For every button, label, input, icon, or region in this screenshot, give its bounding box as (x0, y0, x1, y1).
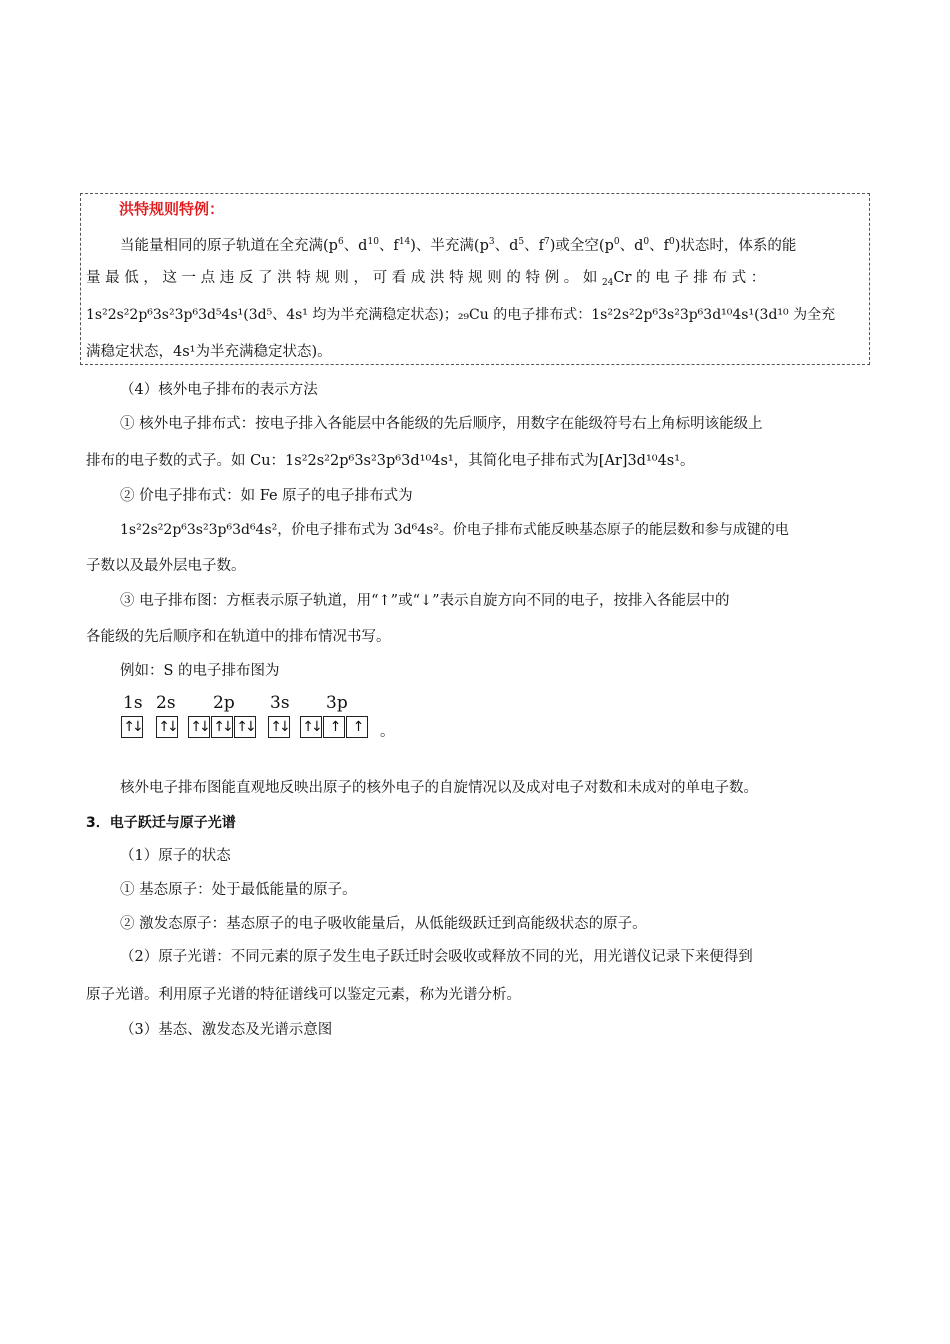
box-title: 洪特规则特例： (119, 200, 225, 218)
orbital-box: ↑↓ (121, 716, 143, 738)
orbital-label: 2s (156, 693, 176, 713)
superscript: 0 (643, 237, 650, 247)
text: 、d (494, 238, 519, 254)
orbital-label: 3p (326, 693, 348, 713)
orbital-box: ↑ (346, 716, 368, 738)
paragraph-line: ② 激发态原子：基态原子的电子吸收能量后，从低能级跃迁到高能级状态的原子。 (120, 916, 647, 932)
text: )或全空(p (549, 238, 614, 254)
orbital-label: 2p (213, 693, 235, 713)
subscript: 24 (601, 278, 614, 288)
paragraph-line: ② 价电子排布式：如 Fe 原子的电子排布式为 (120, 488, 413, 504)
superscript: 10 (367, 237, 379, 247)
orbital-box: ↑↓ (188, 716, 210, 738)
text: 量 最 低 ， 这 一 点 违 反 了 洪 特 规 则 ， 可 看 成 洪 特 规 则 的 特 例 。 如 (86, 270, 602, 286)
superscript: 14 (398, 237, 411, 247)
section4-heading: （4）核外电子排布的表示方法 (120, 382, 318, 398)
text: 当能量相同的原子轨道在全充满(p (120, 238, 338, 254)
paragraph-line: ① 核外电子排布式：按电子排入各能层中各能级的先后顺序，用数字在能级符号右上角标明该能级上 (120, 416, 763, 432)
orbital-box: ↑↓ (234, 716, 256, 738)
box-line-1 (120, 232, 796, 256)
orbital-box: ↑↓ (211, 716, 233, 738)
paragraph-line: （3）基态、激发态及光谱示意图 (120, 1022, 333, 1038)
paragraph-line: 例如：S 的电子排布图为 (120, 663, 280, 679)
paragraph-line: 排布的电子数的式子。如 Cu：1s²2s²2p⁶3s²3p⁶3d¹⁰4s¹，其简化电子排布式为[Ar]3d¹⁰4s¹。 (86, 453, 695, 469)
text: Cr 的 电 子 排 布 式 ： (613, 270, 766, 286)
orbital-label: 3s (270, 693, 290, 713)
superscript: 3 (488, 237, 495, 247)
paragraph-line: （1）原子的状态 (120, 848, 231, 864)
text: )、半充满(p (410, 238, 489, 254)
text: 、d (619, 238, 644, 254)
orbital-box: ↑↓ (300, 716, 322, 738)
paragraph-line: 1s²2s²2p⁶3s²3p⁶3d⁶4s²，价电子排布式为 3d⁶4s²。价电子排布式能反映基态原子的能层数和参与成键的电 (120, 522, 789, 538)
paragraph-line: 子数以及最外层电子数。 (86, 558, 246, 574)
paragraph-line: （2）原子光谱：不同元素的原子发生电子跃迁时会吸收或释放不同的光，用光谱仪记录下来便得到 (120, 949, 753, 965)
diagram-period: 。 (380, 724, 395, 740)
paragraph-line: ③ 电子排布图：方框表示原子轨道，用“↑”或“↓”表示自旋方向不同的电子，按排入各能层中的 (120, 593, 730, 609)
box-line-4: 满稳定状态，4s¹为半充满稳定状态)。 (86, 344, 332, 360)
section3-heading: 3．电子跃迁与原子光谱 (86, 815, 236, 831)
superscript: 7 (544, 237, 550, 247)
paragraph-line: 原子光谱。利用原子光谱的特征谱线可以鉴定元素，称为光谱分析。 (86, 987, 521, 1003)
paragraph-line: 各能级的先后顺序和在轨道中的排布情况书写。 (86, 629, 391, 645)
paragraph-line: ① 基态原子：处于最低能量的原子。 (120, 882, 357, 898)
superscript: 5 (518, 237, 525, 247)
paragraph-line: 核外电子排布图能直观地反映出原子的核外电子的自旋情况以及成对电子对数和未成对的单电子数。 (120, 780, 758, 796)
box-line-2 (86, 268, 765, 293)
box-line-3: 1s²2s²2p⁶3s²3p⁶3d⁵4s¹(3d⁵、4s¹ 均为半充满稳定状态)；₂₉Cu 的电子排布式：1s²2s²2p⁶3s²3p⁶3d¹⁰4s¹(3d¹⁰ 为全充 (86, 307, 836, 323)
text: 、f (378, 238, 399, 254)
text: )状态时，体系的能 (674, 238, 797, 254)
superscript: 0 (669, 237, 675, 247)
text: 、d (343, 238, 368, 254)
superscript: 0 (613, 237, 620, 247)
text: 、f (649, 238, 669, 254)
text: 、f (524, 238, 545, 254)
orbital-box: ↑ (323, 716, 345, 738)
superscript: 6 (337, 237, 344, 247)
orbital-label: 1s (123, 693, 143, 713)
orbital-box: ↑↓ (268, 716, 290, 738)
orbital-box: ↑↓ (156, 716, 178, 738)
